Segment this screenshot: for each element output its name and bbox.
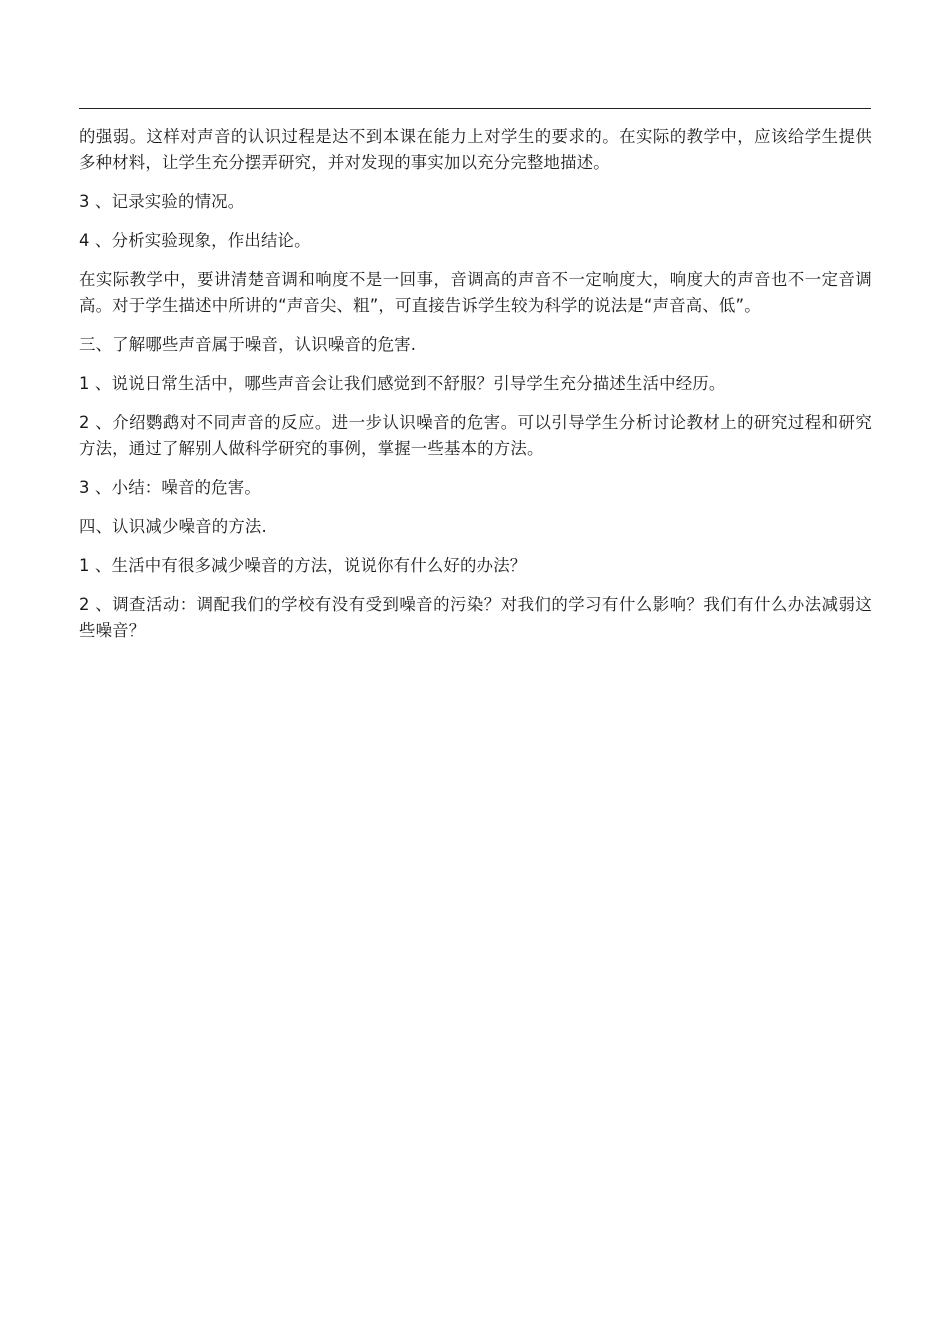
section-3-item-1: 1 、说说日常生活中，哪些声音会让我们感觉到不舒服？引导学生充分描述生活中经历。 [79, 374, 726, 393]
section-heading-4: 四、认识减少噪音的方法. [79, 517, 267, 536]
section-4-item-2: 2 、调查活动：调配我们的学校有没有受到噪音的污染？对我们的学习有什么影响？我们有什么办法减弱这些噪音？ [79, 595, 872, 640]
header-rule [79, 108, 871, 109]
step-4-analyze: 4 、分析实验现象，作出结论。 [79, 231, 311, 250]
step-3-record: 3 、记录实验的情况。 [79, 192, 245, 211]
section-heading-3: 三、了解哪些声音属于噪音，认识噪音的危害. [79, 335, 417, 354]
section-4-item-1: 1 、生活中有很多减少噪音的方法，说说你有什么好的办法？ [79, 556, 527, 575]
document-body [79, 124, 872, 657]
section-3-item-2: 2 、介绍鹦鹉对不同声音的反应。进一步认识噪音的危害。可以引导学生分析讨论教材上的研究过程和研究方法，通过了解别人做科学研究的事例，掌握一些基本的方法。 [79, 413, 872, 458]
paragraph-teaching-note: 在实际教学中，要讲清楚音调和响度不是一回事，音调高的声音不一定响度大，响度大的声音也不一定音调高。对于学生描述中所讲的“声音尖、粗”，可直接告诉学生较为科学的说法是“声音高、低”。 [79, 270, 872, 315]
paragraph-continuation: 的强弱。这样对声音的认识过程是达不到本课在能力上对学生的要求的。在实际的教学中，应该给学生提供多种材料，让学生充分摆弄研究，并对发现的事实加以充分完整地描述。 [79, 127, 872, 172]
section-3-item-3: 3 、小结：噪音的危害。 [79, 478, 261, 497]
